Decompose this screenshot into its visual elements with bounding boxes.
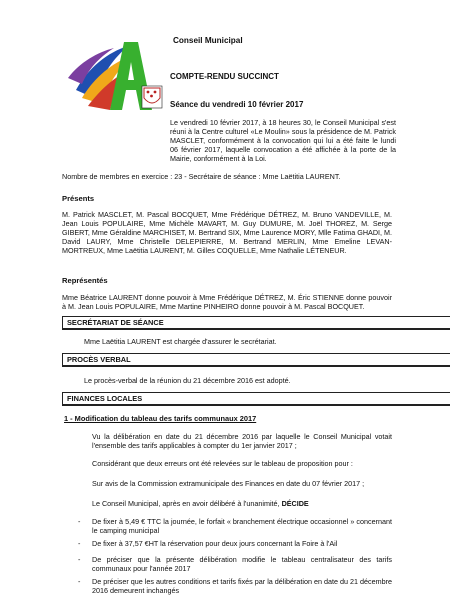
presents-list: M. Patrick MASCLET, M. Pascal BOCQUET, Mme Frédérique DÉTREZ, M. Bruno VANDEVILLE, M. Jean Louis POPULAIRE, Mme Michèle MAVART, M. Guy DUMURE, M. Joël THOREZ, M. Serge GIBERT, Mme Géraldine MARCHISET, M. Bertrand SIX, Mme Laurence MORY, Mlle Fatima GHADI, M. David LAURY, Mme Christelle DELEPIERRE, M. Bertrand MERLIN, Mme Emeline LEVAN-MORTREUX, Mme Laëtitia LAURENT, M. Gilles COQUELLE, Mme Nathalie LÉTENEUR. bbox=[62, 210, 392, 255]
finances-paragraph-2: Considérant que deux erreurs ont été relevées sur le tableau de proposition pour : bbox=[92, 459, 353, 468]
decision-item-4: De préciser que les autres conditions et tarifs fixés par la délibération en date du 21 décembre 2016 demeurent inchangés bbox=[92, 577, 392, 595]
bullet-dash: - bbox=[78, 577, 81, 586]
finances-section-bar bbox=[62, 392, 450, 406]
org-title: Conseil Municipal bbox=[173, 36, 243, 45]
decision-prefix: Le Conseil Municipal, après en avoir délibéré à l'unanimité, bbox=[92, 499, 282, 508]
secretariat-text: Mme Laëtitia LAURENT est chargée d'assurer le secrétariat. bbox=[84, 337, 277, 346]
secretariat-heading: SECRÉTARIAT DE SÉANCE bbox=[67, 318, 164, 327]
represented-text: Mme Béatrice LAURENT donne pouvoir à Mme Frédérique DÉTREZ, M. Éric STIENNE donne pouvoir à M. Jean Louis POPULAIRE, Mme Martine PINHEIRO donne pouvoir à M. Pascal BOCQUET. bbox=[62, 293, 392, 311]
decision-keyword: DÉCIDE bbox=[281, 499, 309, 508]
session-date: Séance du vendredi 10 février 2017 bbox=[170, 100, 304, 109]
municipal-logo bbox=[58, 28, 176, 118]
presents-heading: Présents bbox=[62, 194, 95, 203]
proces-verbal-text: Le procès-verbal de la réunion du 21 décembre 2016 est adopté. bbox=[84, 376, 291, 385]
bullet-dash: - bbox=[78, 539, 81, 548]
decision-item-2: De fixer à 37,57 €HT la réservation pour deux jours concernant la Foire à l'Ail bbox=[92, 539, 338, 548]
proces-verbal-section-bar bbox=[62, 353, 450, 367]
finances-paragraph-3: Sur avis de la Commission extramunicipale des Finances en date du 07 février 2017 ; bbox=[92, 479, 365, 488]
bullet-dash: - bbox=[78, 517, 81, 526]
intro-paragraph: Le vendredi 10 février 2017, à 18 heures 30, le Conseil Municipal s'est réuni à la Centre culturel «Le Moulin» sous la présidence de M. Patrick MASCLET, conformément à la convocation qui lui a été faite le lundi 06 février 2017, laquelle convocation a été affichée à la porte de la Mairie, conformément à la Loi. bbox=[170, 118, 396, 163]
bullet-dash: - bbox=[78, 555, 81, 564]
finances-subheading: 1 - Modification du tableau des tarifs communaux 2017 bbox=[64, 414, 257, 423]
finances-paragraph-1: Vu la délibération en date du 21 décembre 2016 par laquelle le Conseil Municipal votait l'ensemble des tarifs applicables à compter du 1er janvier 2017 ; bbox=[92, 432, 392, 450]
decision-item-1: De fixer à 5,49 € TTC la journée, le forfait « branchement électrique occasionnel » concernant le camping municipal bbox=[92, 517, 392, 535]
document-title: COMPTE-RENDU SUCCINCT bbox=[170, 72, 279, 81]
proces-verbal-heading: PROCÈS VERBAL bbox=[67, 355, 131, 364]
secretariat-section-bar bbox=[62, 316, 450, 330]
members-line: Nombre de membres en exercice : 23 - Secrétaire de séance : Mme Laëtitia LAURENT. bbox=[62, 172, 341, 181]
finances-heading: FINANCES LOCALES bbox=[67, 394, 143, 403]
decision-item-3: De préciser que la présente délibération modifie le tableau centralisateur des tarifs communaux pour l'année 2017 bbox=[92, 555, 392, 573]
finances-paragraph-4 bbox=[92, 499, 402, 508]
represented-heading: Représentés bbox=[62, 276, 108, 285]
